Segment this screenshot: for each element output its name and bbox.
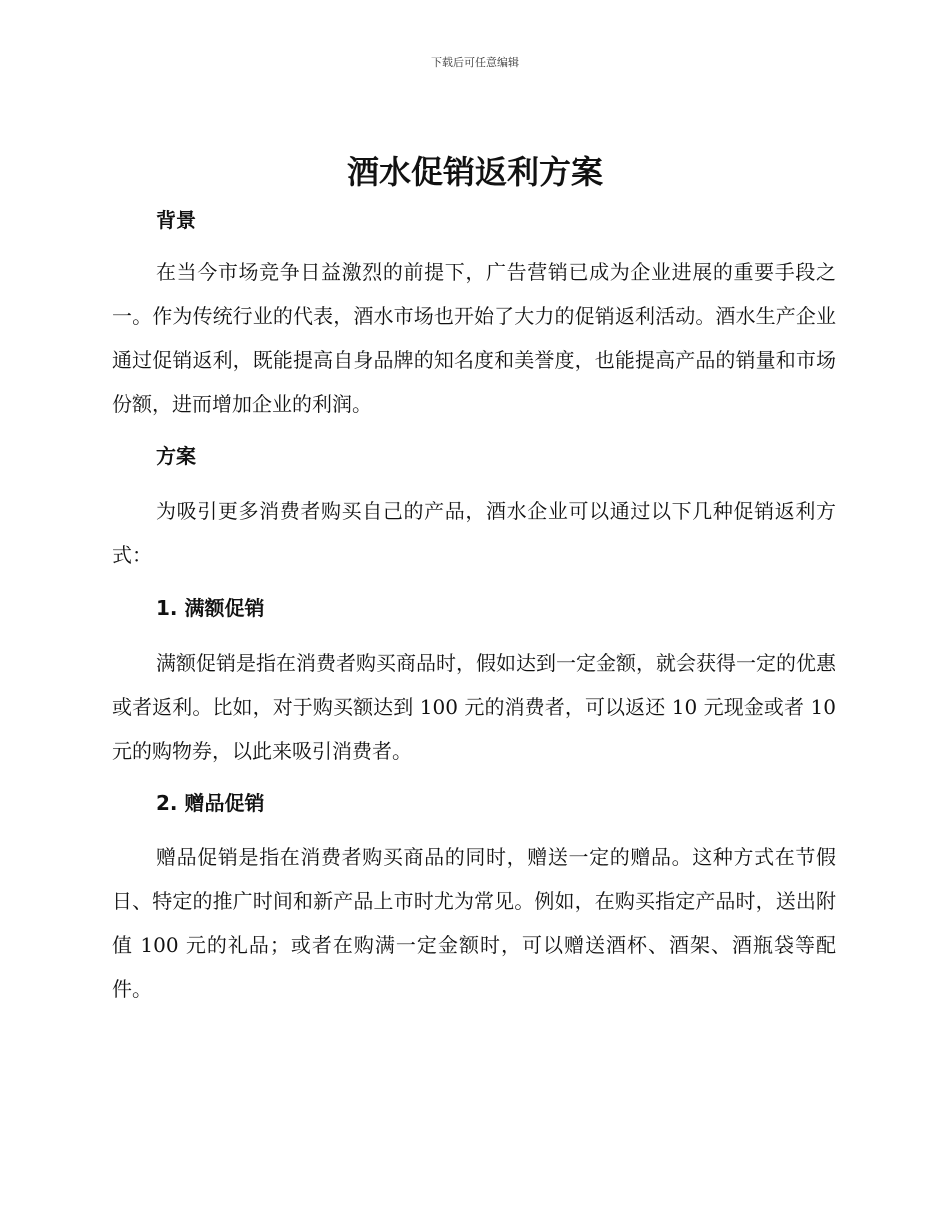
section-heading-plan: 方案: [156, 444, 196, 468]
section-paragraph-threshold-promo: 满额促销是指在消费者购买商品时，假如达到一定金额，就会获得一定的优惠或者返利。比如，对于购买额达到 100 元的消费者，可以返还 10 元现金或者 10 元的购物券，以此来吸引消费者。: [112, 651, 836, 763]
section-paragraph-background: 在当今市场竞争日益激烈的前提下，广告营销已成为企业进展的重要手段之一。作为传统行业的代表，酒水市场也开始了大力的促销返利活动。酒水生产企业通过促销返利，既能提高自身品牌的知名度和美誉度，也能提高产品的销量和市场份额，进而增加企业的利润。: [112, 260, 836, 416]
section-paragraph-gift-promo: 赠品促销是指在消费者购买商品的同时，赠送一定的赠品。这种方式在节假日、特定的推广时间和新产品上市时尤为常见。例如，在购买指定产品时，送出附值 100 元的礼品；或者在购满一定金额时，可以赠送酒杯、酒架、酒瓶袋等配件。: [112, 845, 836, 1001]
section-paragraph-plan: 为吸引更多消费者购买自己的产品，酒水企业可以通过以下几种促销返利方式：: [112, 499, 836, 567]
section-heading-gift-promo: 2. 赠品促销: [156, 791, 265, 815]
section-heading-background: 背景: [156, 208, 196, 232]
document-title: 酒水促销返利方案: [346, 153, 603, 191]
header-note: 下载后可任意编辑: [431, 56, 519, 69]
section-heading-threshold-promo: 1. 满额促销: [156, 596, 265, 620]
